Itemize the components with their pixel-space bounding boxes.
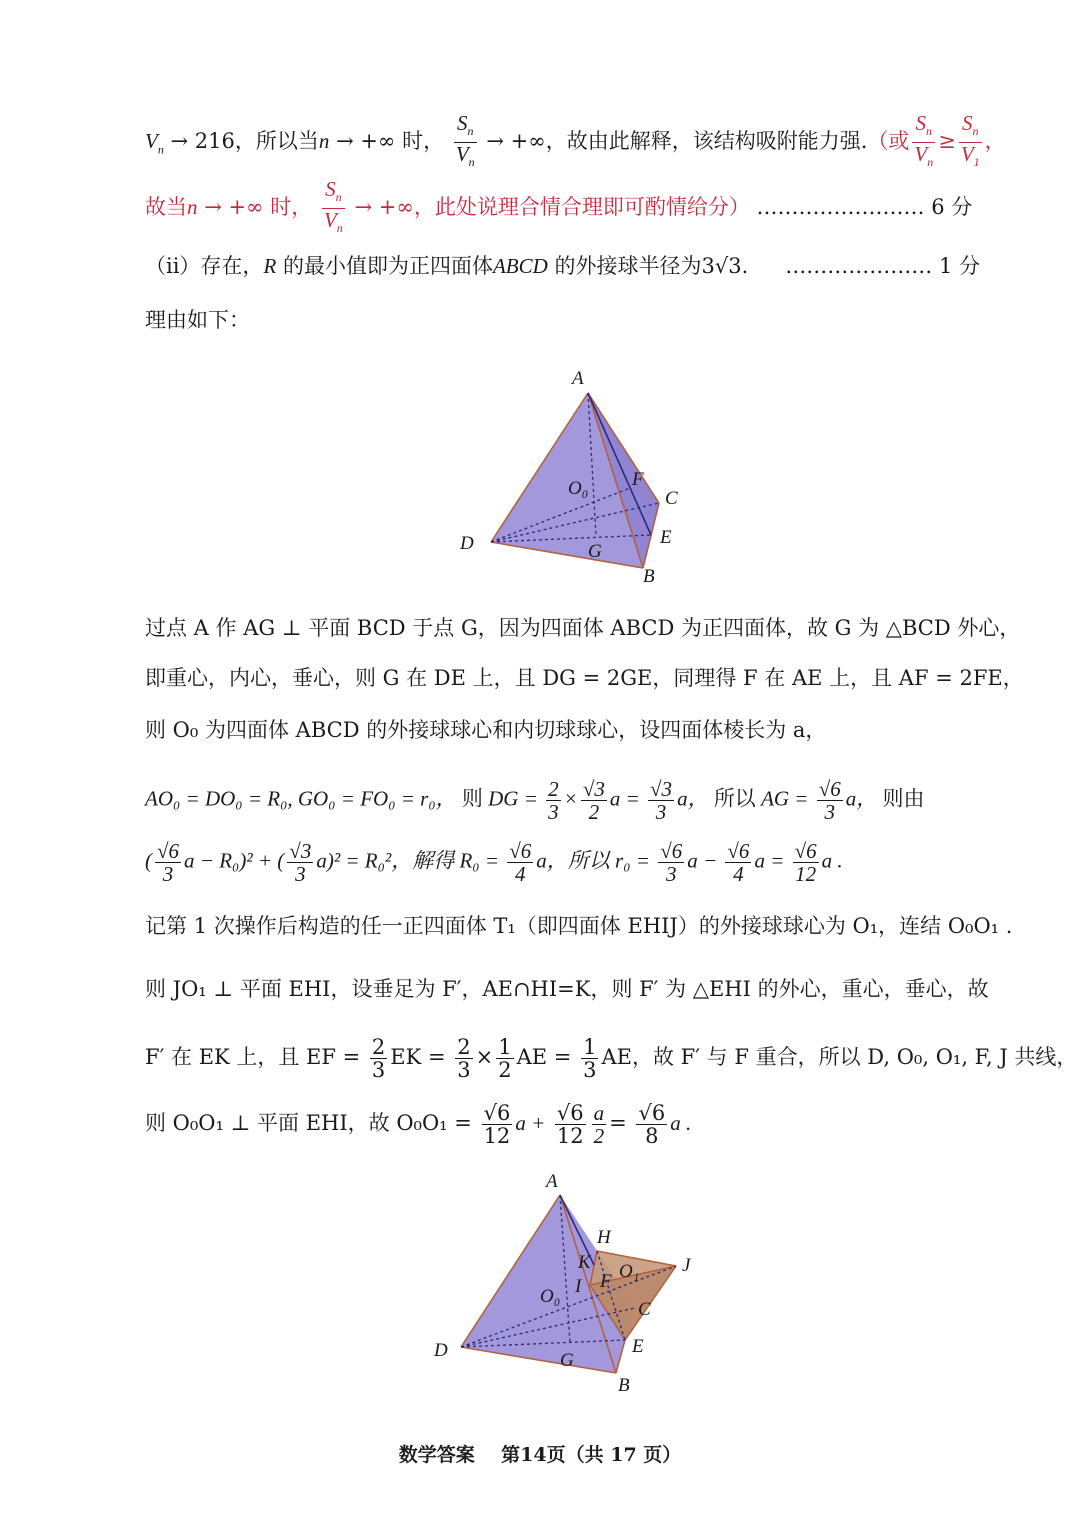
- part-ii-score: [785, 252, 980, 280]
- fraction: [455, 1036, 472, 1081]
- fraction: [555, 1102, 586, 1147]
- numerator: √3: [650, 777, 673, 801]
- math-text: → +∞: [354, 195, 414, 220]
- leader-dots: ……………………: [756, 195, 925, 220]
- denominator: 3: [457, 1058, 471, 1082]
- subscript: 1: [973, 155, 980, 170]
- numerator: S: [325, 177, 336, 201]
- math-var: ABCD: [492, 254, 548, 278]
- math-value: 3√3: [701, 254, 742, 278]
- math-text: ×: [475, 1045, 494, 1069]
- red-note: （或: [867, 129, 910, 154]
- text: 时，: [402, 129, 445, 154]
- denominator: 4: [515, 862, 526, 886]
- para3: 则 JO₁ ⊥ 平面 EHI，设垂足为 F′，AE∩HI=K，则 F′ 为 △EHI 的外心，重心，垂心，故: [145, 977, 989, 1001]
- part-ii-header: [145, 252, 748, 280]
- numerator: √6: [509, 839, 532, 863]
- denominator: 3: [162, 862, 174, 886]
- label-E: E: [632, 1336, 644, 1357]
- label-D: D: [460, 533, 474, 554]
- math-text: a)² = R₀²，解得 R₀ =: [316, 848, 500, 873]
- tetrahedron-figure-2: [420, 1165, 710, 1405]
- label-C: C: [665, 488, 678, 509]
- math-text: =: [609, 1111, 627, 1135]
- denominator: 2: [498, 1058, 512, 1082]
- denominator: V: [960, 142, 974, 167]
- red-note: 时，: [270, 195, 313, 220]
- label-F: F: [600, 1271, 612, 1292]
- fraction: [546, 778, 561, 823]
- label-I: I: [575, 1276, 582, 1297]
- equation-1: [145, 778, 925, 823]
- math-text: → +∞: [486, 129, 546, 154]
- denominator: 3: [295, 862, 306, 886]
- score-label: 1 分: [938, 254, 980, 278]
- fraction: [817, 778, 843, 823]
- denominator: 3: [665, 862, 677, 886]
- math-text: a .: [821, 848, 843, 873]
- text: 的外接球半径为: [554, 254, 702, 278]
- math-text: AG =: [761, 786, 809, 811]
- text: ，: [984, 129, 1006, 154]
- page-footer: [0, 1440, 1080, 1467]
- label-A: A: [546, 1171, 558, 1192]
- math-text: → +∞: [336, 129, 396, 154]
- fraction: [581, 1036, 598, 1081]
- label-E: E: [660, 527, 672, 548]
- denominator: 3: [548, 800, 559, 824]
- numerator: S: [456, 111, 468, 135]
- denominator: 4: [733, 862, 744, 886]
- fraction: $\frac{S_n}{V_n}$: [323, 177, 343, 236]
- text: ，所以当: [234, 129, 319, 154]
- fraction: [287, 840, 313, 885]
- fraction: [793, 840, 819, 885]
- math-var: R: [263, 254, 277, 278]
- part-i-conclusion-line-1: [145, 112, 1006, 173]
- denominator: V: [455, 142, 469, 167]
- fraction: [648, 778, 674, 823]
- numerator: √6: [794, 839, 817, 863]
- denominator: 2: [588, 800, 600, 824]
- text: .: [741, 254, 749, 278]
- para1-line1: 过点 A 作 AG ⊥ 平面 BCD 于点 G，因为四面体 ABCD 为正四面体，故 G 为 △BCD 外心，: [145, 616, 1021, 640]
- label-D: D: [434, 1340, 448, 1361]
- denominator: V: [914, 142, 928, 167]
- math-var: n: [187, 195, 198, 220]
- denominator: 8: [645, 1124, 659, 1148]
- numerator: √3: [289, 839, 312, 863]
- para1-line2: 即重心，内心，垂心，则 G 在 DE 上，且 DG = 2GE，同理得 F 在 AE 上，且 AF = 2FE，: [145, 666, 1024, 690]
- numerator: 2: [457, 1035, 471, 1059]
- numerator: a: [593, 1101, 605, 1125]
- label-K: K: [578, 1252, 591, 1273]
- numerator: S: [961, 111, 973, 135]
- fraction: [592, 1102, 607, 1147]
- para1-line3: 则 O₀ 为四面体 ABCD 的外接球球心和内切球球心，设四面体棱长为 a，: [145, 718, 827, 742]
- text: 所以: [713, 786, 756, 811]
- fraction: [454, 112, 477, 173]
- math-text: DG =: [488, 786, 538, 811]
- math-var: n: [318, 129, 330, 154]
- fraction: [725, 840, 751, 885]
- label-O0: O₀: [568, 478, 589, 499]
- math-text: a =: [609, 786, 640, 811]
- label-G: G: [560, 1350, 574, 1371]
- numerator: √6: [727, 839, 750, 863]
- math-text: a，: [845, 786, 878, 811]
- numerator: 1: [583, 1035, 597, 1059]
- math-text: AE =: [516, 1045, 572, 1069]
- numerator: √6: [818, 777, 841, 801]
- numerator: √6: [483, 1101, 511, 1125]
- math-var: V: [145, 129, 158, 154]
- tetrahedron-figure-1: [450, 360, 700, 590]
- math-text: (: [145, 848, 152, 873]
- fraction: [155, 840, 181, 885]
- denominator: 12: [483, 1124, 511, 1148]
- leader-dots: …………………: [785, 254, 933, 278]
- equation-4: [145, 1102, 691, 1147]
- para2: 记第 1 次操作后构造的任一正四面体 T₁（即四面体 EHIJ）的外接球球心为 O₁，连结 O₀O₁ .: [145, 914, 1013, 938]
- math-text: a −: [687, 848, 718, 873]
- denominator: V: [323, 208, 337, 233]
- fraction: [370, 1036, 387, 1081]
- fraction: [581, 778, 607, 823]
- subscript: n: [157, 142, 164, 157]
- equation-2: [145, 840, 843, 885]
- subscript: n: [467, 124, 474, 139]
- numerator: √6: [556, 1101, 584, 1125]
- red-note: 故当: [145, 195, 187, 220]
- math-text: ×: [563, 786, 578, 811]
- math-text: EK =: [390, 1045, 446, 1069]
- denominator: 3: [824, 800, 835, 824]
- label-O0: O₀: [540, 1286, 561, 1307]
- numerator: √3: [582, 777, 605, 801]
- fraction: $\frac{S_n}{V_1}$: [960, 111, 980, 170]
- numerator: √6: [638, 1101, 666, 1125]
- label-H: H: [597, 1227, 611, 1248]
- math-text: → +∞: [204, 195, 264, 220]
- fraction: [636, 1102, 667, 1147]
- label-A: A: [572, 368, 584, 389]
- fraction: [496, 1036, 513, 1081]
- math-text: a =: [754, 848, 785, 873]
- math-text: 则 O₀O₁ ⊥ 平面 EHI，故 O₀O₁ =: [145, 1111, 472, 1135]
- math-text: AE，故 F′ 与 F 重合，所以 D, O₀, O₁, F, J 共线，: [601, 1045, 1078, 1069]
- score-label: 6 分: [931, 195, 973, 220]
- math-text: F′ 在 EK 上，且 EF =: [145, 1045, 361, 1069]
- fraction: $\frac{S_n}{V_n}$: [914, 111, 934, 170]
- math-text: ≥: [938, 129, 956, 154]
- denominator: 3: [655, 800, 667, 824]
- red-note: ，此处说理合情合理即可酌情给分）: [413, 195, 750, 220]
- numerator: √6: [660, 839, 683, 863]
- equation-3: [145, 1036, 1077, 1081]
- math-text: a .: [670, 1111, 692, 1135]
- numerator: 2: [548, 777, 559, 801]
- math-text: AO₀ = DO₀ = R₀, GO₀ = FO₀ = r₀，: [145, 786, 457, 811]
- text: 则: [461, 786, 483, 811]
- label-C: C: [638, 1299, 651, 1320]
- reason-intro: 理由如下：: [145, 308, 250, 332]
- label-B: B: [643, 566, 655, 587]
- numerator: √6: [157, 839, 180, 863]
- text: 则由: [882, 786, 925, 811]
- footer-subject: 数学答案: [398, 1444, 475, 1466]
- label-G: G: [588, 541, 602, 562]
- label-F: F: [632, 469, 644, 490]
- numerator: S: [915, 111, 927, 135]
- denominator: 3: [583, 1058, 597, 1082]
- math-text: a，: [677, 786, 709, 811]
- fraction: [658, 840, 684, 885]
- label-J: J: [682, 1255, 691, 1276]
- numerator: 2: [371, 1035, 386, 1059]
- math-text: a，所以 r₀ =: [536, 848, 650, 873]
- fraction: [482, 1102, 513, 1147]
- section-label: （ii）存在，: [145, 254, 264, 278]
- label-B: B: [618, 1375, 630, 1396]
- footer-page-number: 第14页（共 17 页）: [501, 1444, 682, 1466]
- denominator: 2: [593, 1124, 605, 1148]
- math-text: a +: [515, 1111, 546, 1135]
- subscript: n: [468, 155, 475, 170]
- numerator: 1: [498, 1035, 512, 1059]
- math-text: a − R₀)² + (: [184, 848, 285, 873]
- denominator: 12: [795, 862, 817, 886]
- denominator: 3: [371, 1058, 386, 1082]
- text: ，故由此解释，该结构吸附能力强.: [545, 129, 868, 154]
- label-O1: O₁: [619, 1261, 640, 1282]
- denominator: 12: [556, 1124, 584, 1148]
- part-i-conclusion-line-2: [145, 178, 980, 239]
- fraction: [507, 840, 533, 885]
- text: 的最小值即为正四面体: [282, 254, 493, 278]
- math-text: → 216: [170, 129, 235, 154]
